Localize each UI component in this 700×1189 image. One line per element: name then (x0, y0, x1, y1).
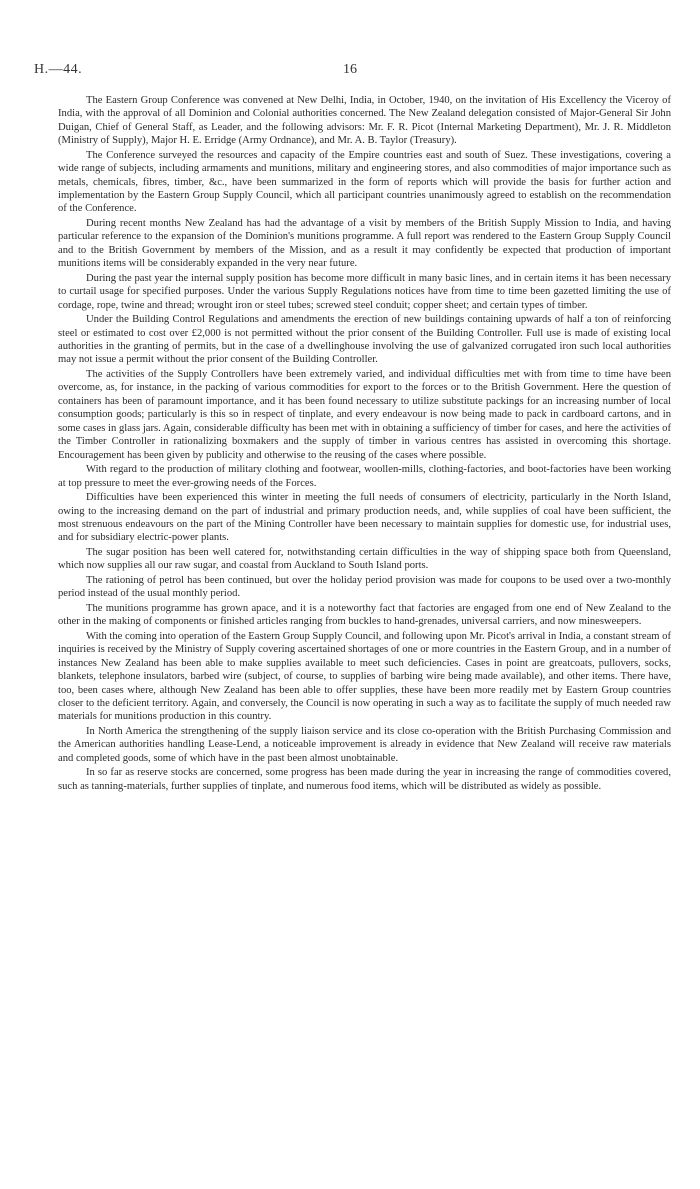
paragraph: In so far as reserve stocks are concerned, some progress has been made during the year in increasing the range of commodities covered, such as tanning-materials, further supplies of tinplate, and numerous food items, which will be distributed as widely as possible. (58, 767, 671, 792)
paragraph: During recent months New Zealand has had the advantage of a visit by members of the British Supply Mission to India, and having particular reference to the expansion of the Dominion's munitions programme. A full report was rendered to the Eastern Group Supply Council and to the British Government by members of the Mission, and as a result it may confidently be expected that production of important munitions items will be considerably expanded in the very near future. (58, 218, 671, 270)
body-text (58, 94, 671, 794)
page-header (34, 62, 666, 82)
paragraph: The Eastern Group Conference was convened at New Delhi, India, in October, 1940, on the invitation of His Excellency the Viceroy of India, with the approval of all Dominion and Colonial authorities concerned. The New Zealand delegation consisted of Major-General Sir John Duigan, Chief of General Staff, as Leader, and the following advisors: Mr. F. R. Picot (Internal Marketing Department), Mr. J. R. Middleton (Ministry of Supply), Major H. E. Erridge (Army Ordnance), and Mr. A. B. Taylor (Treasury). (58, 95, 671, 147)
paragraph: With regard to the production of military clothing and footwear, woollen-mills, clothing-factories, and boot-factories have been working at top pressure to meet the ever-growing needs of the Forces. (58, 464, 671, 489)
page-number: 16 (343, 62, 357, 77)
paragraph: The rationing of petrol has been continued, but over the holiday period provision was made for coupons to be used over a two-monthly period instead of the usual monthly period. (58, 574, 671, 600)
paragraph: With the coming into operation of the Eastern Group Supply Council, and following upon Mr. Picot's arrival in India, a constant stream of inquiries is received by the Ministry of Supply covering ascertained shortages of one or more countries in the Eastern Group, and in a number of instances New Zealand has been able to make supplies available to meet such deficiencies. Cases in point are greatcoats, pullovers, socks, blankets, telephone insulators, barbed wire (subject, of course, to supplies of barbing wire being made available), and other items. There have, too, been cases where, although New Zealand has been able to offer supplies, these have been more readily met by Eastern Group countries closer to the deficient territory. Again, and conversely, the Council is now operating in such a way as to facilitate the supply of much needed raw materials for munitions production in this country. (58, 630, 671, 723)
paragraph: During the past year the internal supply position has become more difficult in many basic lines, and in certain items it has been necessary to curtail usage for specified purposes. Under the various Supply Regulations notices have from time to time been gazetted limiting the use of cordage, rope, twine and thread; wrought iron or steel tubes; screwed steel conduit; copper sheet; and certain types of timber. (58, 272, 671, 311)
paragraph: The activities of the Supply Controllers have been extremely varied, and individual difficulties met with from time to time have been overcome, as, for instance, in the packing of various commodities for export to the forces or to the British Government. Here the question of containers has been of paramount importance, and it has been found necessary to utilize substitute packings for an increasing number of local consumption goods; particularly is this so in respect of tinplate, and every endeavour is now being made to pack in cardboard cartons, and in some cases in glass jars. Again, considerable difficulty has been met with in obtaining a sufficiency of timber for cases, and here the activities of the Timber Controller in rationalizing boxmakers and the supply of timber in various centres has assisted in overcoming this shortage. Encouragement has been given by publicity and otherwise to the reusing of the cases where possible. (58, 369, 671, 461)
paragraph: The sugar position has been well catered for, notwithstanding certain difficulties in the way of shipping space both from Queensland, which now supplies all our raw sugar, and coastal from Auckland to South Island ports. (58, 546, 671, 572)
paragraph: The munitions programme has grown apace, and it is a noteworthy fact that factories are engaged from one end of New Zealand to the other in the making of components or finished articles ranging from buckles to hand-grenades, universal carriers, and now minesweepers. (58, 602, 671, 628)
paragraph: Under the Building Control Regulations and amendments the erection of new buildings containing upwards of half a ton of reinforcing steel or estimated to cost over £2,000 is not permitted without the prior consent of the Building Controller. Full use is made of existing local authorities in the granting of permits, but in the case of a dwellinghouse involving the use of galvanized corrugated iron such local authorities may not issue a permit without the prior consent of the Building Controller. (58, 314, 671, 366)
document-reference: H.—44. (34, 62, 83, 77)
paragraph: In North America the strengthening of the supply liaison service and its close co-operation with the British Purchasing Commission and the American authorities handling Lease-Lend, a noticeable improvement is already in evidence that New Zealand will receive raw materials and completed goods, some of which have in the past been almost unobtainable. (58, 725, 671, 764)
paragraph: Difficulties have been experienced this winter in meeting the full needs of consumers of electricity, particularly in the North Island, owing to the increasing demand on the part of industrial and primary production needs, and, while supplies of coal have been sufficient, the most strenuous endeavours on the part of the Mining Controller have been necessary to maintain supplies for domestic use, for industrial uses, and for subsidiary electric-power plants. (58, 492, 671, 544)
paragraph: The Conference surveyed the resources and capacity of the Empire countries east and south of Suez. These investigations, covering a wide range of subjects, including armaments and munitions, military and engineering stores, and also commodities of major importance such as metals, chemicals, fibres, timber, &c., have been summarized in the form of reports which will provide the basis for further action and implementation by the Eastern Group Supply Council, which all participant countries unanimously agreed to establish on the recommendation of the Conference. (58, 149, 671, 215)
